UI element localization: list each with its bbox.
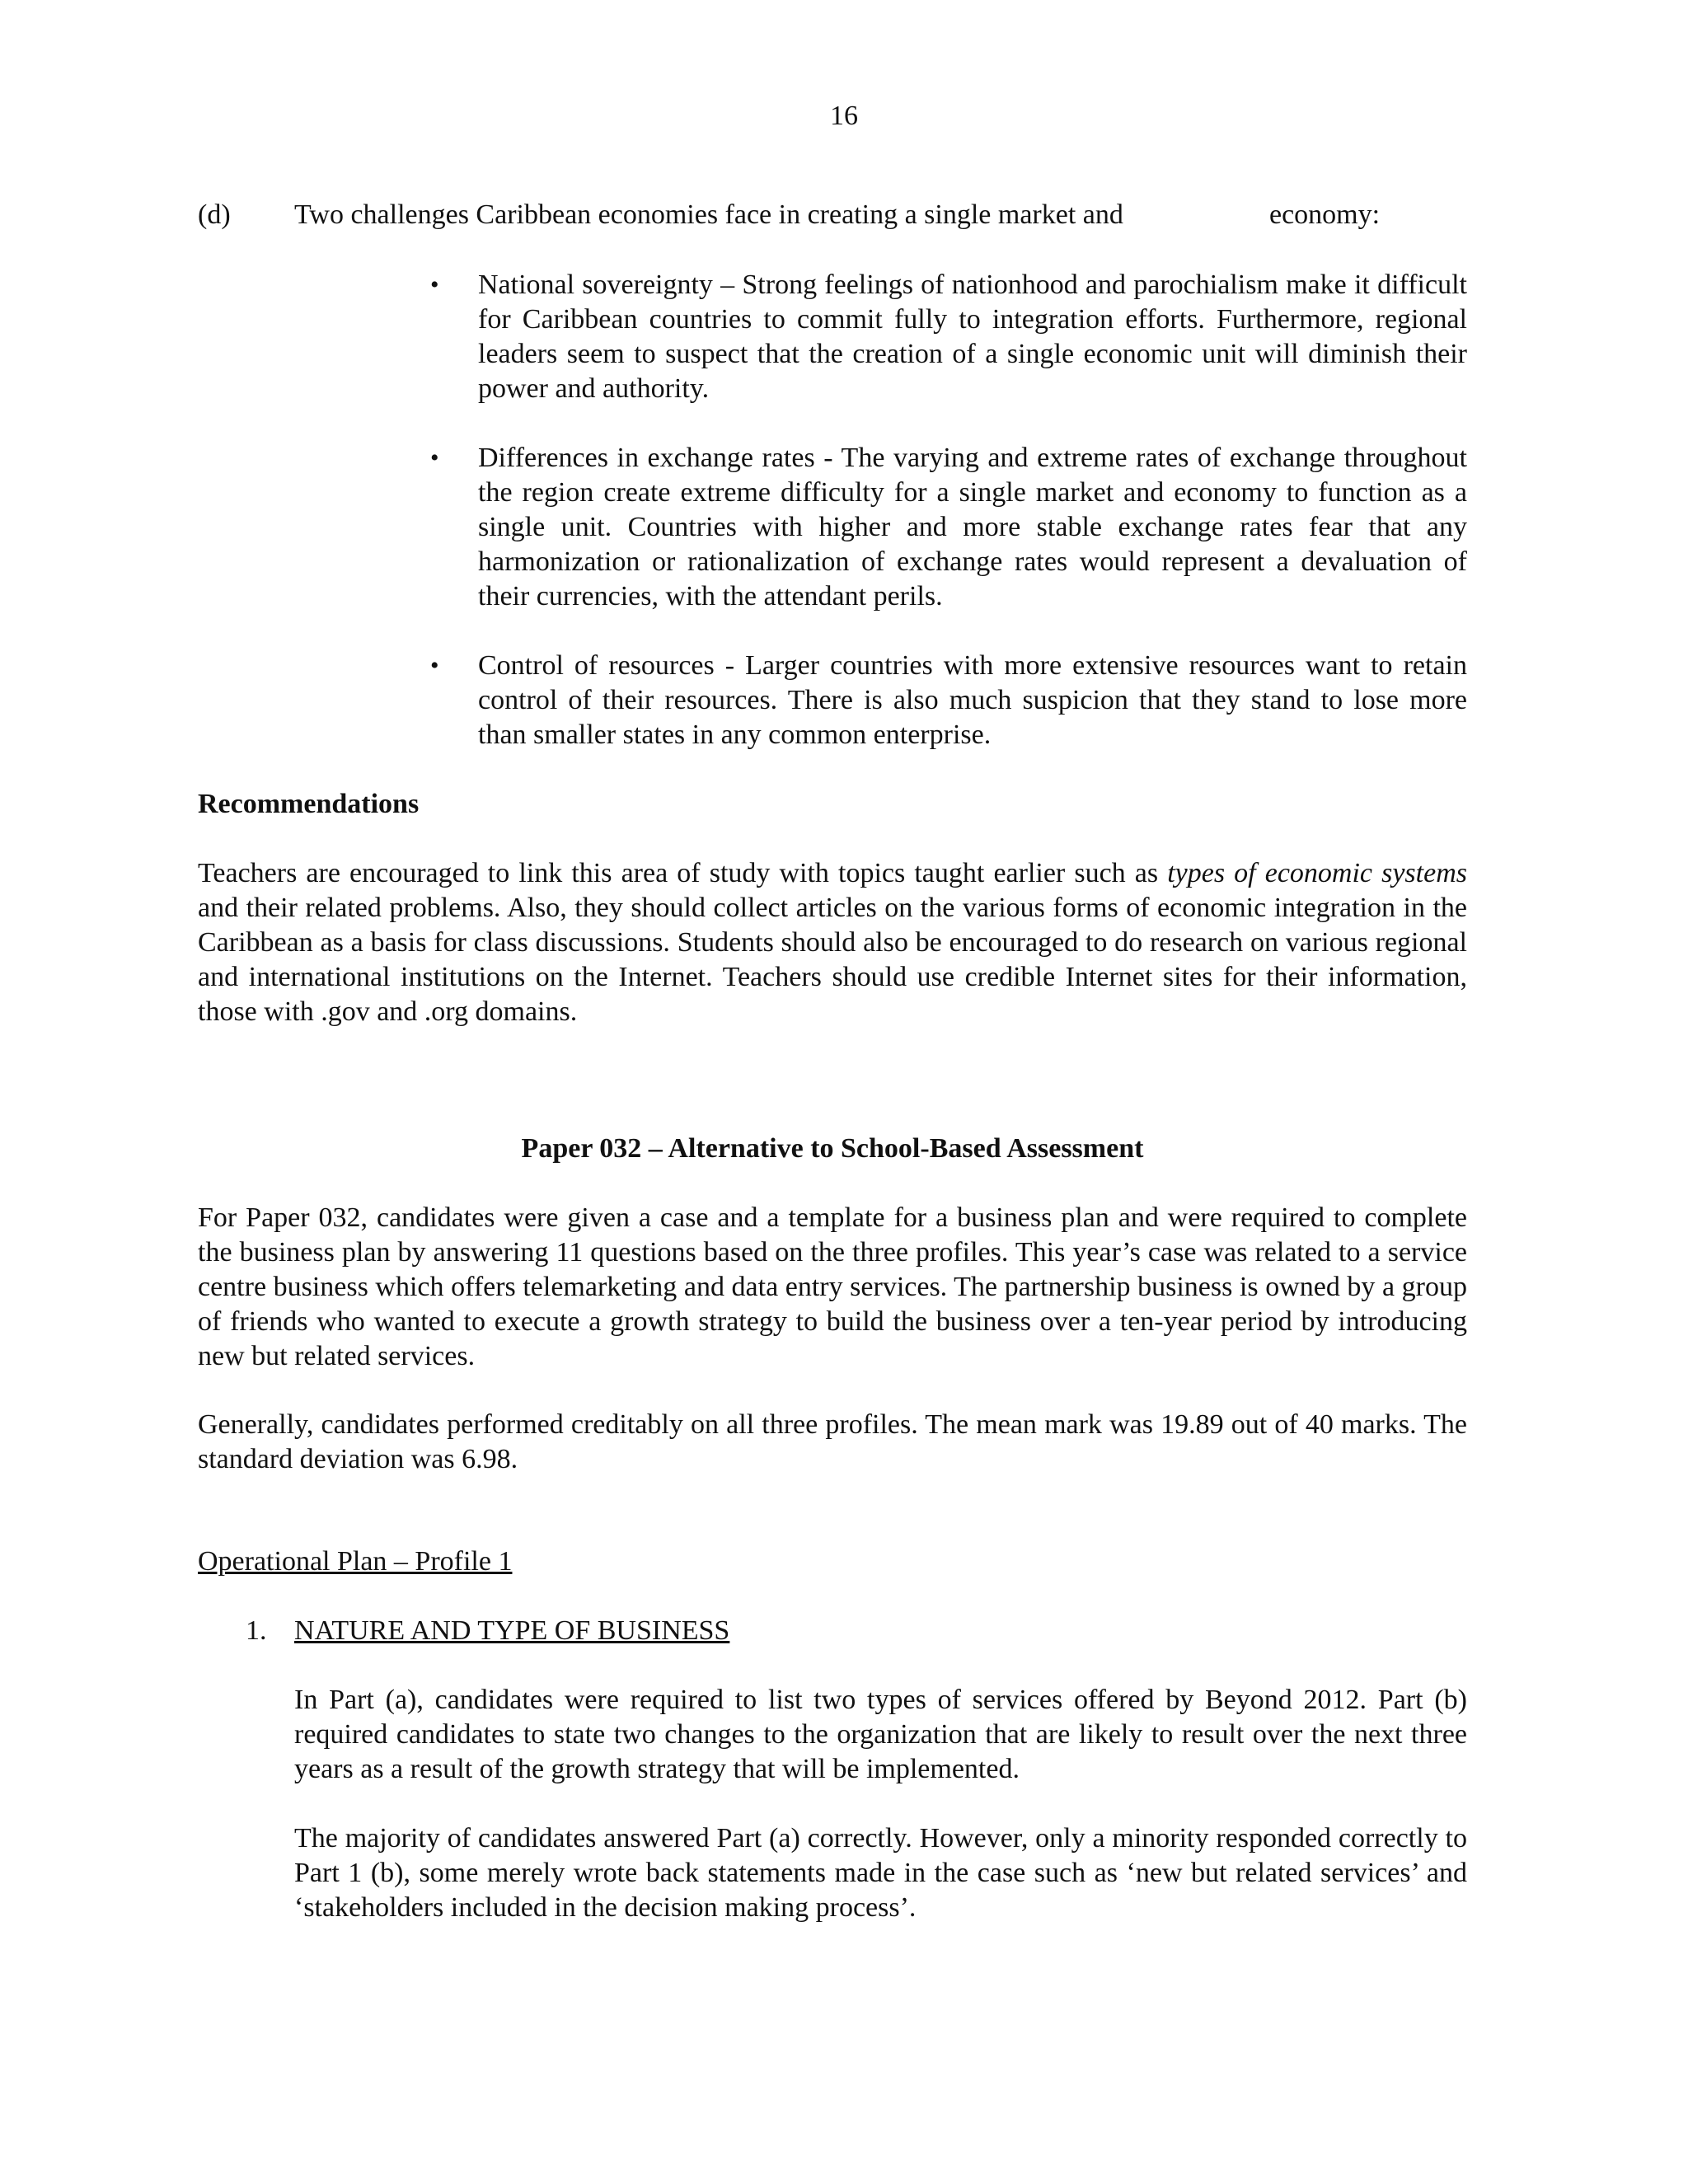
section-d-intro-text: Two challenges Caribbean economies face in creating a single market and: [294, 199, 1123, 230]
item-number: 1.: [246, 1615, 267, 1646]
operational-plan-heading: Operational Plan – Profile 1: [198, 1546, 513, 1577]
list-item: [429, 649, 1467, 752]
item-title: NATURE AND TYPE OF BUSINESS: [294, 1615, 730, 1646]
section-d-intro: [198, 198, 1475, 232]
section-d-label: (d): [198, 199, 231, 230]
nature-paragraph-2: The majority of candidates answered Part (a) correctly. However, only a minority responded correctly to Part 1 (b), some merely wrote back statements made in the case such as ‘new but related services’ and ‘stakeholders included in the decision making process’.: [294, 1823, 1467, 1923]
bullet-text: National sovereignty – Strong feelings of nationhood and parochialism make it difficult for Caribbean countries to commit fully to integration efforts. Furthermore, regional leaders seem to suspect that the creation of a single economic unit will diminish their power and authority.: [478, 269, 1467, 404]
recommendations-paragraph: [198, 856, 1467, 1029]
list-item: [429, 441, 1467, 614]
paper-032-paragraph-2: Generally, candidates performed creditably on all three profiles. The mean mark was 19.89 out of 40 marks. The standard deviation was 6.98.: [198, 1409, 1467, 1474]
list-item: [429, 268, 1467, 406]
paper-032-heading: Paper 032 – Alternative to School-Based Assessment: [521, 1133, 1144, 1164]
numbered-item-1: [246, 1614, 1465, 1648]
bullet-icon: •: [430, 444, 439, 471]
bullet-text: Differences in exchange rates - The varying and extreme rates of exchange throughout the region create extreme difficulty for a single market and economy to function as a single unit. Countries with higher and more stable exchange rates fear that any harmonization or rationalization of exchange rates would represent a devaluation of their currencies, with the attendant perils.: [478, 443, 1467, 612]
bullet-icon: •: [430, 652, 439, 679]
recommendations-text-end: and their related problems. Also, they should collect articles on the various forms of economic integration in the Caribbean as a basis for class discussions. Students should also be encouraged to do research on various regional and international institutions on the Internet. Teachers should use credible Internet sites for their information, those with .gov and .org domains.: [198, 893, 1467, 1027]
nature-paragraph-1: In Part (a), candidates were required to list two types of services offered by Beyond 2012. Part (b) required candidates to state two changes to the organization that are likely to result over the next three years as a result of the growth strategy that will be implemented.: [294, 1685, 1467, 1784]
recommendations-italic: types of economic systems: [1167, 858, 1467, 888]
bullet-icon: •: [430, 271, 439, 298]
paper-032-paragraph-1: For Paper 032, candidates were given a case and a template for a business plan and were required to complete the business plan by answering 11 questions based on the three profiles. This year’s case was related to a service centre business which offers telemarketing and data entry services. The partnership business is owned by a group of friends who wanted to execute a growth strategy to build the business over a ten-year period by introducing new but related services.: [198, 1202, 1467, 1371]
recommendations-text-start: Teachers are encouraged to link this area of study with topics taught earlier such as: [198, 858, 1168, 888]
section-d-intro-tail: economy:: [1269, 199, 1381, 230]
recommendations-heading: Recommendations: [198, 789, 420, 819]
page-number: 16: [830, 101, 858, 131]
bullet-text: Control of resources - Larger countries with more extensive resources want to retain control of their resources. There is also much suspicion that they stand to lose more than smaller states in any common enterprise.: [478, 650, 1467, 750]
challenges-list: [429, 268, 1467, 787]
